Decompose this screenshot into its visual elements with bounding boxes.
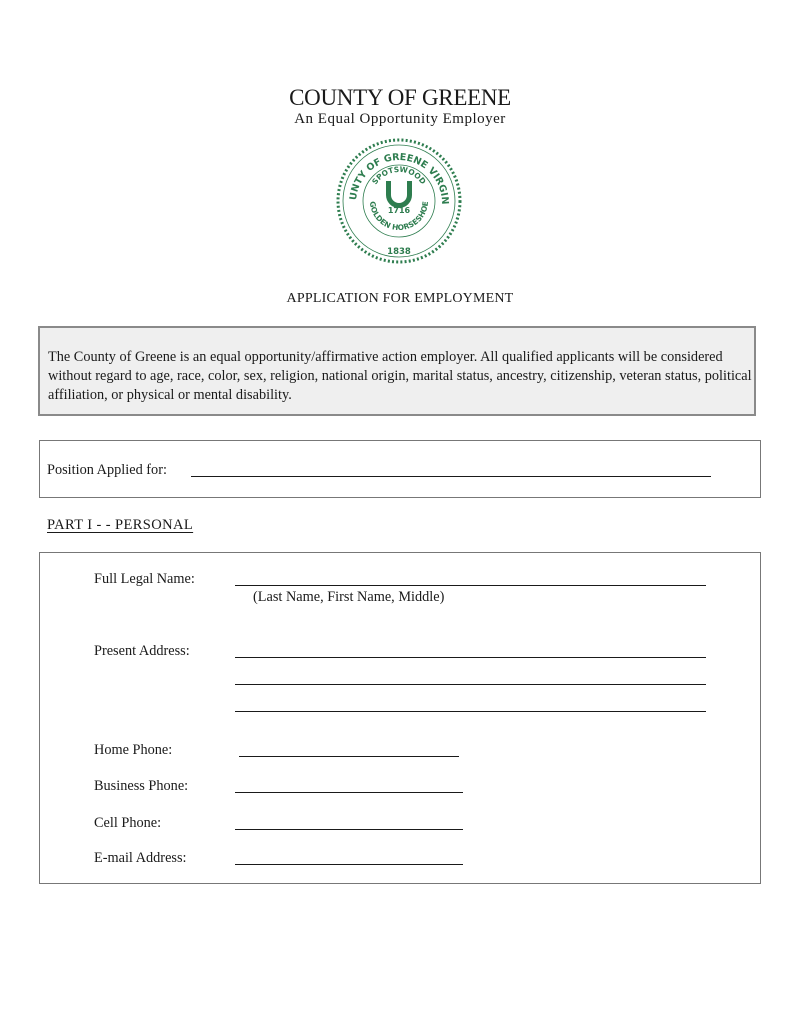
home-phone-input-line[interactable] [239,756,459,757]
business-phone-label: Business Phone: [94,778,189,794]
position-label: Position Applied for: [47,462,167,478]
personal-section [39,552,761,884]
eeo-statement: The County of Greene is an equal opportunity/affirmative action employer. All qualified applicants will be considered without regard to age, race, color, sex, religion, national origin, marital status, ancestry, citizenship, veteran status, political affiliation, or physical or mental disability. [48,349,752,403]
part-one-heading: PART I - - PERSONAL [47,517,194,533]
county-seal [334,137,464,265]
cell-phone-input-line[interactable] [235,829,463,830]
seal-inner-bottom-text: GOLDEN HORSESHOE [367,200,431,233]
email-input-line[interactable] [235,864,463,865]
email-label: E-mail Address: [94,850,187,866]
page-subtitle: An Equal Opportunity Employer [294,111,506,127]
position-section [39,440,761,498]
position-input-line[interactable] [191,476,711,477]
horseshoe-icon [386,181,412,208]
cell-phone-label: Cell Phone: [94,815,162,831]
full-name-input-line[interactable] [235,585,706,586]
address-input-line-3[interactable] [235,711,706,712]
full-name-hint: (Last Name, First Name, Middle) [253,589,445,605]
seal-inner-top-text: SPOTSWOOD [370,164,428,187]
address-label: Present Address: [94,643,190,659]
home-phone-label: Home Phone: [94,742,173,758]
seal-year-bottom: 1838 [387,247,411,257]
application-title: APPLICATION FOR EMPLOYMENT [286,291,514,306]
eeo-statement-box [38,326,756,416]
full-name-label: Full Legal Name: [94,571,195,587]
seal-top-text: UNTY OF GREENE VIRGIN [347,151,451,205]
county-seal-graphic [334,137,464,265]
address-input-line-2[interactable] [235,684,706,685]
seal-year-inner: 1716 [387,206,411,215]
page-title: COUNTY OF GREENE [289,85,511,110]
business-phone-input-line[interactable] [235,792,463,793]
address-input-line-1[interactable] [235,657,706,658]
